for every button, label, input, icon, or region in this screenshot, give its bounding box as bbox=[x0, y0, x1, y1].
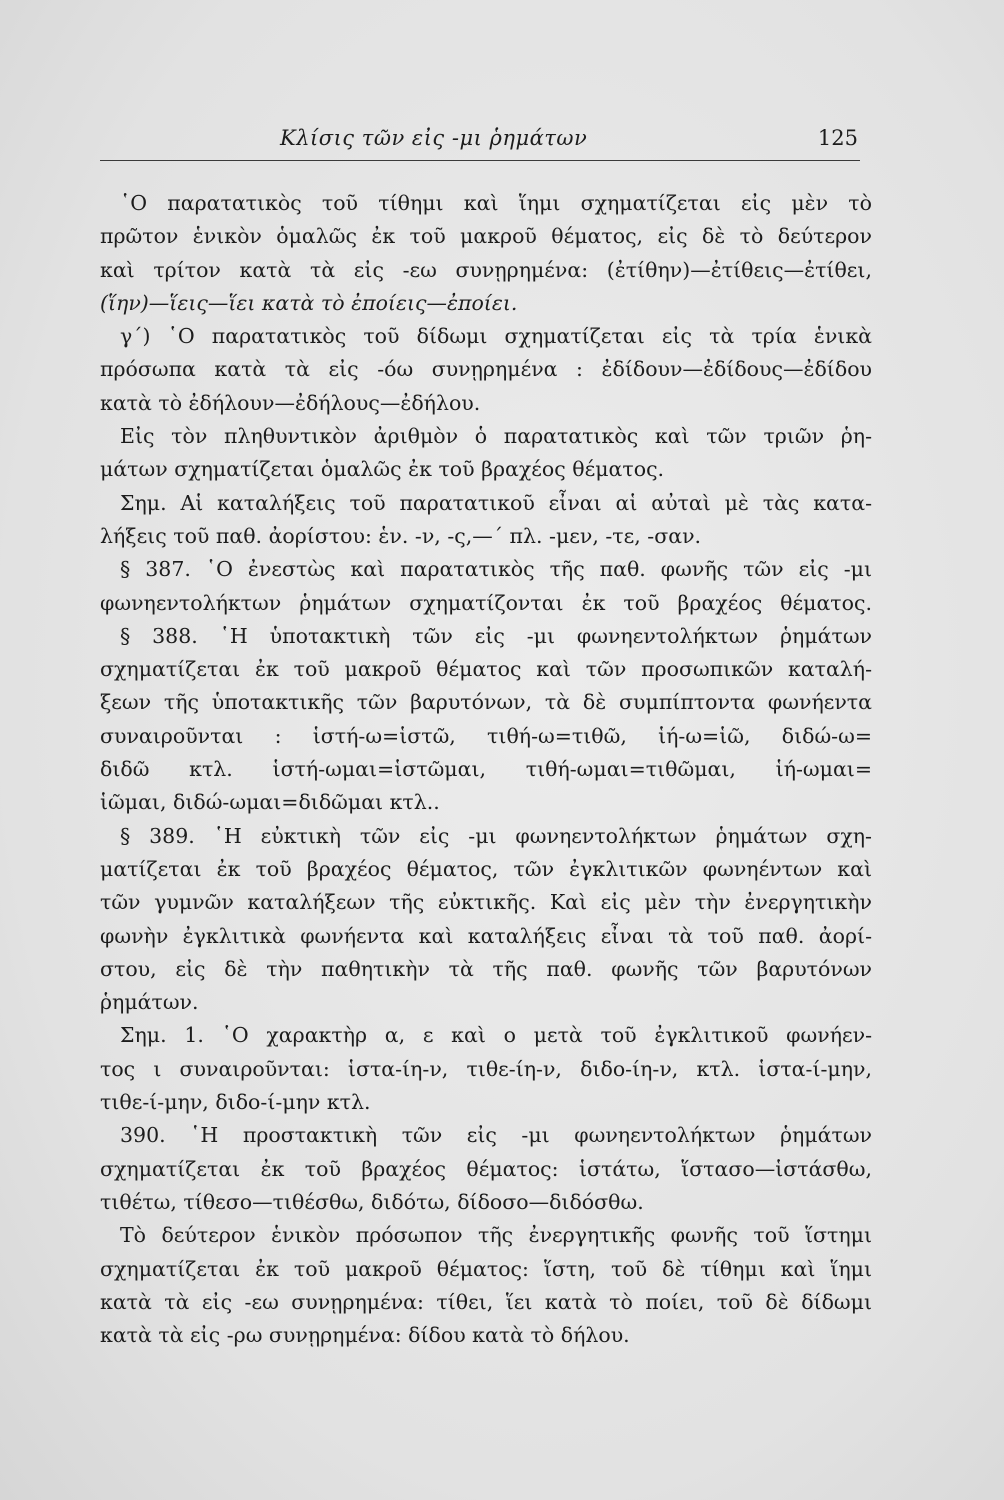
text-line: κατὰ τὰ εἰς -εω συνῃρημένα: τίθει, ἵει κατὰ τὸ ποίει, τοῦ δὲ δίδωμι bbox=[100, 1289, 872, 1314]
header-rule bbox=[100, 160, 860, 161]
text-line: Σημ. Αἱ καταλήξεις τοῦ παρατατικοῦ εἶναι αἱ αὐταὶ μὲ τὰς κατα- bbox=[120, 490, 872, 515]
text-line: ξεων τῆς ὑποτακτικῆς τῶν βαρυτόνων, τὰ δὲ συμπίπτοντα φωνήεντα bbox=[100, 690, 872, 715]
text-line: ῥημάτων. bbox=[100, 990, 199, 1015]
text-line: τῶν γυμνῶν καταλήξεων τῆς εὐκτικῆς. Καὶ εἰς μὲν τὴν ἐνεργητικὴν bbox=[100, 890, 872, 915]
text-line: κατὰ τὸ ἐδήλουν—ἐδήλους—ἐδήλου. bbox=[100, 390, 481, 415]
text-line: διδῶ κτλ. ἱστή-ωμαι=ἱστῶμαι, τιθή-ωμαι=τιθῶμαι, ἱή-ωμαι= bbox=[100, 757, 872, 782]
text-line: λήξεις τοῦ παθ. ἀορίστου: ἑν. -ν, -ς,—΄ πλ. -μεν, -τε, -σαν. bbox=[100, 523, 702, 548]
text-line: γ΄) ῾Ο παρατατικὸς τοῦ δίδωμι σχηματίζεται εἰς τὰ τρία ἑνικὰ bbox=[120, 324, 872, 349]
text-line: φωνηεντολήκτων ῥημάτων σχηματίζονται ἐκ τοῦ βραχέος θέματος. bbox=[100, 590, 872, 615]
text-line: πρόσωπα κατὰ τὰ εἰς -όω συνῃρημένα : ἐδίδουν—ἐδίδους—ἐδίδου bbox=[100, 357, 872, 382]
text-line: μάτων σχηματίζεται ὁμαλῶς ἐκ τοῦ βραχέος θέματος. bbox=[100, 457, 665, 482]
text-line: Τὸ δεύτερον ἑνικὸν πρόσωπον τῆς ἐνεργητικῆς φωνῆς τοῦ ἵστημι bbox=[120, 1223, 872, 1248]
text-line: σχηματίζεται ἐκ τοῦ βραχέος θέματος: ἱστάτω, ἵστασο—ἱστάσθω, bbox=[100, 1156, 872, 1181]
text-line: καὶ τρίτον κατὰ τὰ εἰς -εω συνῃρημένα: (ἐτίθην)—ἐτίθεις—ἐτίθει, bbox=[100, 257, 872, 282]
text-line: τος ι συναιροῦνται: ἱστα-ίη-ν, τιθε-ίη-ν, διδο-ίη-ν, κτλ. ἱστα-ί-μην, bbox=[100, 1056, 872, 1081]
text-line: (ἵην)—ἵεις—ἵει κατὰ τὸ ἐποίεις—ἐποίει. bbox=[100, 290, 518, 315]
text-line: ματίζεται ἐκ τοῦ βραχέος θέματος, τῶν ἐγκλιτικῶν φωνηέντων καὶ bbox=[100, 856, 872, 881]
text-line: ῾Ο παρατατικὸς τοῦ τίθημι καὶ ἵημι σχηματίζεται εἰς μὲν τὸ bbox=[120, 191, 872, 215]
text-line: Εἰς τὸν πληθυντικὸν ἀριθμὸν ὁ παρατατικὸς καὶ τῶν τριῶν ῥη- bbox=[120, 424, 872, 449]
text-line: § 389. ῾Η εὐκτικὴ τῶν εἰς -μι φωνηεντολήκτων ῥημάτων σχη- bbox=[120, 823, 872, 848]
text-line: στου, εἰς δὲ τὴν παθητικὴν τὰ τῆς παθ. φωνῆς τῶν βαρυτόνων bbox=[100, 956, 872, 981]
text-line: § 388. ῾Η ὑποτακτικὴ τῶν εἰς -μι φωνηεντολήκτων ῥημάτων bbox=[120, 623, 872, 648]
text-line: κατὰ τὰ εἰς -ρω συνῃρημένα: δίδου κατὰ τὸ δήλου. bbox=[100, 1323, 630, 1348]
text-line: ἱῶμαι, διδώ-ωμαι=διδῶμαι κτλ.. bbox=[100, 790, 440, 815]
running-title: Κλίσις τῶν εἰς -μι ῥημάτων bbox=[280, 126, 588, 150]
text-line: 390. ῾Η προστακτικὴ τῶν εἰς -μι φωνηεντολήκτων ῥημάτων bbox=[120, 1123, 872, 1148]
text-line: σχηματίζεται ἐκ τοῦ μακροῦ θέματος καὶ τῶν προσωπικῶν καταλή- bbox=[100, 657, 872, 682]
text-line: τιθε-ί-μην, διδο-ί-μην κτλ. bbox=[100, 1090, 371, 1115]
page-number: 125 bbox=[817, 126, 858, 150]
text-line: τιθέτω, τίθεσο—τιθέσθω, διδότω, δίδοσο—διδόσθω. bbox=[100, 1189, 644, 1214]
text-line: Σημ. 1. ῾Ο χαρακτὴρ α, ε καὶ ο μετὰ τοῦ ἐγκλιτικοῦ φωνήεν- bbox=[120, 1023, 872, 1048]
text-line: συναιροῦνται : ἱστή-ω=ἱστῶ, τιθή-ω=τιθῶ, ἱή-ω=ἱῶ, διδώ-ω= bbox=[100, 723, 872, 748]
text-line: σχηματίζεται ἐκ τοῦ μακροῦ θέματος: ἵστη, τοῦ δὲ τίθημι καὶ ἵημι bbox=[100, 1256, 872, 1281]
text-line: § 387. ῾Ο ἐνεστὼς καὶ παρατατικὸς τῆς παθ. φωνῆς τῶν εἰς -μι bbox=[120, 557, 872, 582]
text-line: φωνὴν ἐγκλιτικὰ φωνήεντα καὶ καταλήξεις εἶναι τὰ τοῦ παθ. ἀορί- bbox=[100, 923, 872, 948]
text-line: πρῶτον ἑνικὸν ὁμαλῶς ἐκ τοῦ μακροῦ θέματος, εἰς δὲ τὸ δεύτερον bbox=[100, 224, 872, 249]
body-text bbox=[100, 187, 872, 1352]
page-header bbox=[100, 126, 860, 156]
